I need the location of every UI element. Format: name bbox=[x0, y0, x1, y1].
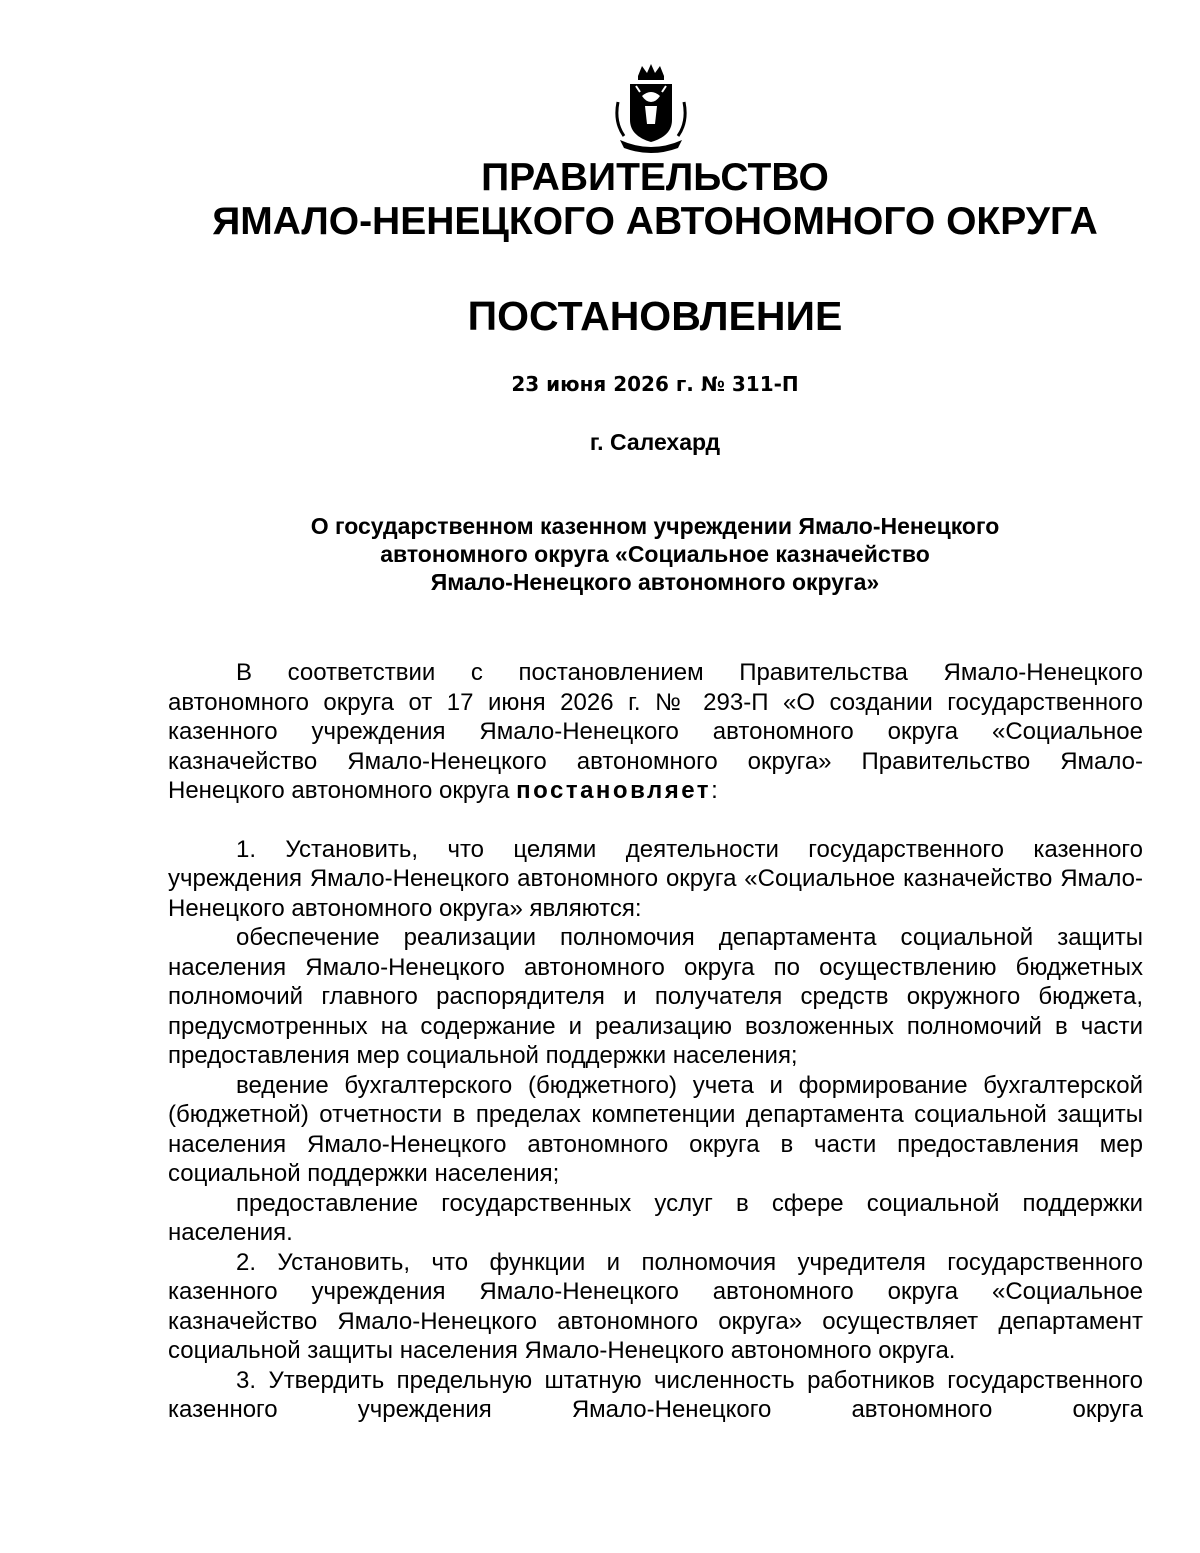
item-1-goal-2: ведение бухгалтерского (бюджетного) учета и формирование бухгалтерской (бюджетной) отчетности в пределах компетенции департамента социальной защиты населения Ямало-Ненецкого автономного округа в части предоставления мер социальной поддержки населения; bbox=[168, 1071, 1143, 1187]
document-body bbox=[168, 658, 1143, 1425]
subject-line3: Ямало-Ненецкого автономного округа» bbox=[430, 569, 880, 595]
subject-line1: О государственном казенном учреждении Ямало-Ненецкого bbox=[310, 513, 1000, 539]
item-1-goal-3: предоставление государственных услуг в сфере социальной поддержки населения. bbox=[168, 1189, 1143, 1246]
preamble-end: : bbox=[711, 777, 718, 804]
document-type: ПОСТАНОВЛЕНИЕ bbox=[467, 293, 843, 339]
item-3: 3. Утвердить предельную штатную численность работников государственного казенного учреждения Ямало-Ненецкого автономного округа bbox=[168, 1366, 1143, 1423]
item-1: 1. Установить, что целями деятельности государственного казенного учреждения Ямало-Ненецкого автономного округа «Социальное казначейство Ямало-Ненецкого автономного округа» являются: bbox=[168, 835, 1143, 922]
document-subject bbox=[240, 512, 1070, 596]
preamble-paragraph bbox=[168, 658, 1143, 806]
preamble-keyword: постановляет bbox=[516, 777, 712, 804]
subject-line2: автономного округа «Социальное казначейство bbox=[380, 541, 930, 567]
item-1-goal-1: обеспечение реализации полномочия департамента социальной защиты населения Ямало-Ненецкого автономного округа по осуществлению бюджетных полномочий главного распорядителя и получателя средств окружного бюджета, предусмотренных на содержание и реализацию возложенных полномочий в части предоставления мер социальной поддержки населения; bbox=[168, 924, 1143, 1069]
coat-of-arms-icon bbox=[612, 62, 690, 154]
government-title-line2: ЯМАЛО-НЕНЕЦКОГО АВТОНОМНОГО ОКРУГА bbox=[212, 200, 1098, 243]
preamble-text: В соответствии с постановлением Правительства Ямало-Ненецкого автономного округа от 17 июня 2026 г. № 293-П «О создании государственного казенного учреждения Ямало-Ненецкого автономного округа «Социальное казначейство Ямало-Ненецкого автономного округа» Правительство Ямало-Ненецкого автономного округа bbox=[168, 659, 1143, 804]
document-city: г. Салехард bbox=[589, 429, 721, 455]
item-2: 2. Установить, что функции и полномочия учредителя государственного казенного учреждения Ямало-Ненецкого автономного округа «Социальное казначейство Ямало-Ненецкого автономного округа» осуществляет департамент социальной защиты населения Ямало-Ненецкого автономного округа. bbox=[168, 1248, 1143, 1364]
document-date-number: 23 июня 2026 г. № 311-П bbox=[511, 372, 799, 396]
government-title-line1: ПРАВИТЕЛЬСТВО bbox=[481, 156, 829, 199]
